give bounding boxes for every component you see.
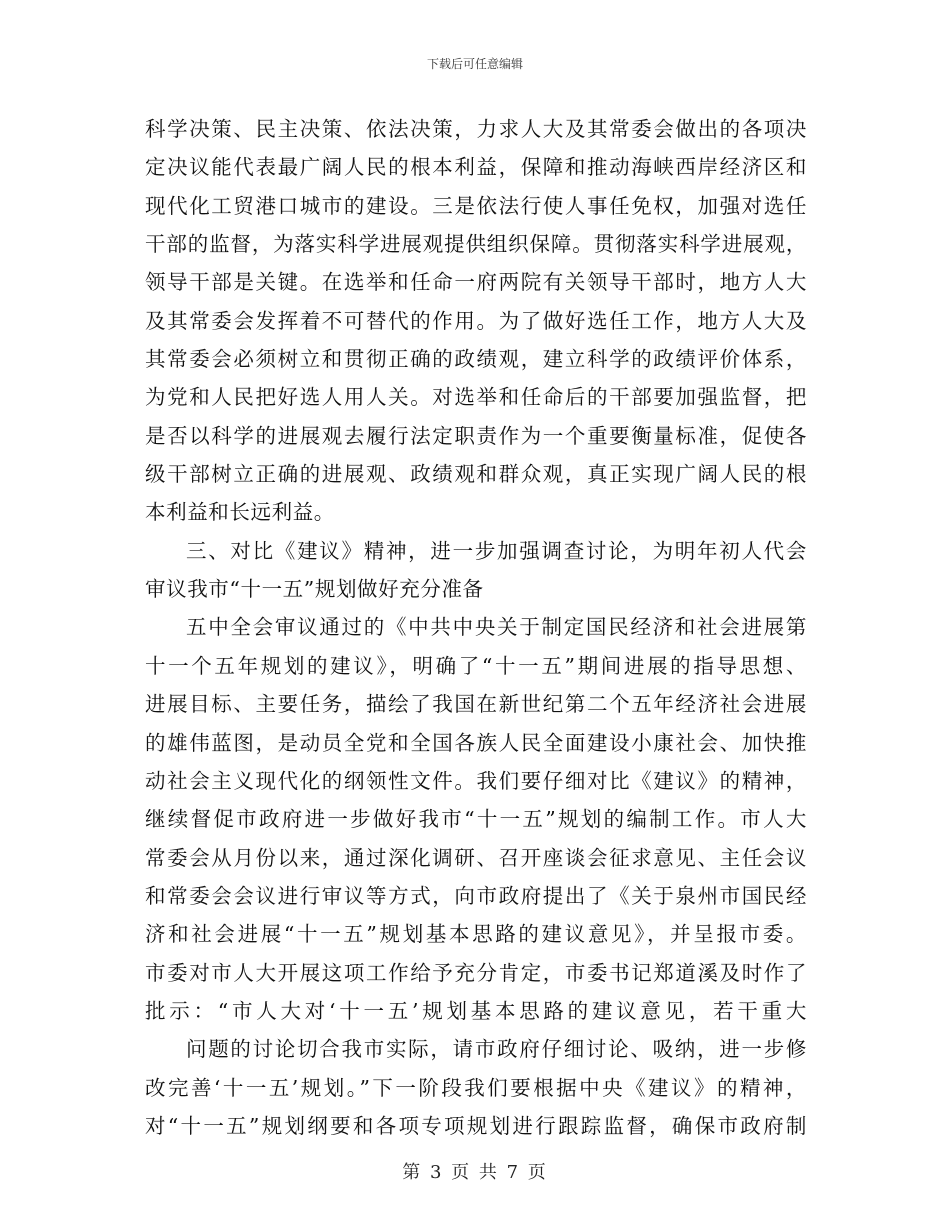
body-line-4: 干部的监督，为落实科学进展观提供组织保障。贯彻落实科学进展观， [145,232,807,257]
body-line-11: 本利益和长远利益。 [145,500,335,525]
body-line-25: 问题的讨论切合我市实际，请市政府仔细讨论、吸纳，进一步修 [186,1037,807,1062]
section-heading-line-2: 审议我市“十一五”规划做好充分准备 [145,577,484,602]
body-line-21: 和常委会会议进行审议等方式，向市政府提出了《关于泉州市国民经 [145,883,807,908]
page-number: 第 3 页 共 7 页 [402,1162,548,1183]
document-body [145,110,807,1145]
section-heading-line-1: 三、对比《建议》精神，进一步加强调查讨论，为明年初人代会 [186,538,807,563]
body-line-5: 领导干部是关键。在选举和任命一府两院有关领导干部时，地方人大 [145,270,807,295]
body-line-1: 科学决策、民主决策、依法决策，力求人大及其常委会做出的各项决 [145,117,807,141]
body-line-8: 为党和人民把好选人用人关。对选举和任命后的干部要加强监督，把 [145,385,807,410]
body-line-9: 是否以科学的进展观去履行法定职责作为一个重要衡量标准，促使各 [145,423,807,448]
body-line-26: 改完善‘十一五’规划。”下一阶段我们要根据中央《建议》的精神， [145,1075,807,1100]
body-line-10: 级干部树立正确的进展观、政绩观和群众观，真正实现广阔人民的根 [145,462,807,487]
body-line-14: 五中全会审议通过的《中共中央关于制定国民经济和社会进展第 [186,615,807,640]
body-line-7: 其常委会必须树立和贯彻正确的政绩观，建立科学的政绩评价体系， [145,347,807,372]
body-line-27: 对“十一五”规划纲要和各项专项规划进行跟踪监督，确保市政府制 [145,1113,807,1138]
body-line-19: 继续督促市政府进一步做好我市“十一五”规划的编制工作。市人大 [145,807,807,832]
body-line-6: 及其常委会发挥着不可替代的作用。为了做好选任工作，地方人大及 [145,308,807,333]
body-line-16: 进展目标、主要任务，描绘了我国在新世纪第二个五年经济社会进展 [145,692,807,717]
body-line-3: 现代化工贸港口城市的建设。三是依法行使人事任免权，加强对选任 [145,193,807,218]
body-line-23: 市委对市人大开展这项工作给予充分肯定，市委书记郑道溪及时作了 [145,960,807,985]
body-line-2: 定决议能代表最广阔人民的根本利益，保障和推动海峡西岸经济区和 [145,155,807,180]
body-line-15: 十一个五年规划的建议》，明确了“十一五”期间进展的指导思想、 [145,653,807,678]
body-line-22: 济和社会进展“十一五”规划基本思路的建议意见》，并呈报市委。 [145,922,807,947]
body-line-18: 动社会主义现代化的纲领性文件。我们要仔细对比《建议》的精神， [145,768,807,793]
body-line-20: 常委会从月份以来，通过深化调研、召开座谈会征求意见、主任会议 [145,845,807,870]
body-line-24: 批示：“市人大对‘十一五’规划基本思路的建议意见，若干重大 [145,998,807,1023]
body-line-17: 的雄伟蓝图，是动员全党和全国各族人民全面建设小康社会、加快推 [145,730,807,755]
page-header: 下载后可任意编辑 [426,57,523,71]
